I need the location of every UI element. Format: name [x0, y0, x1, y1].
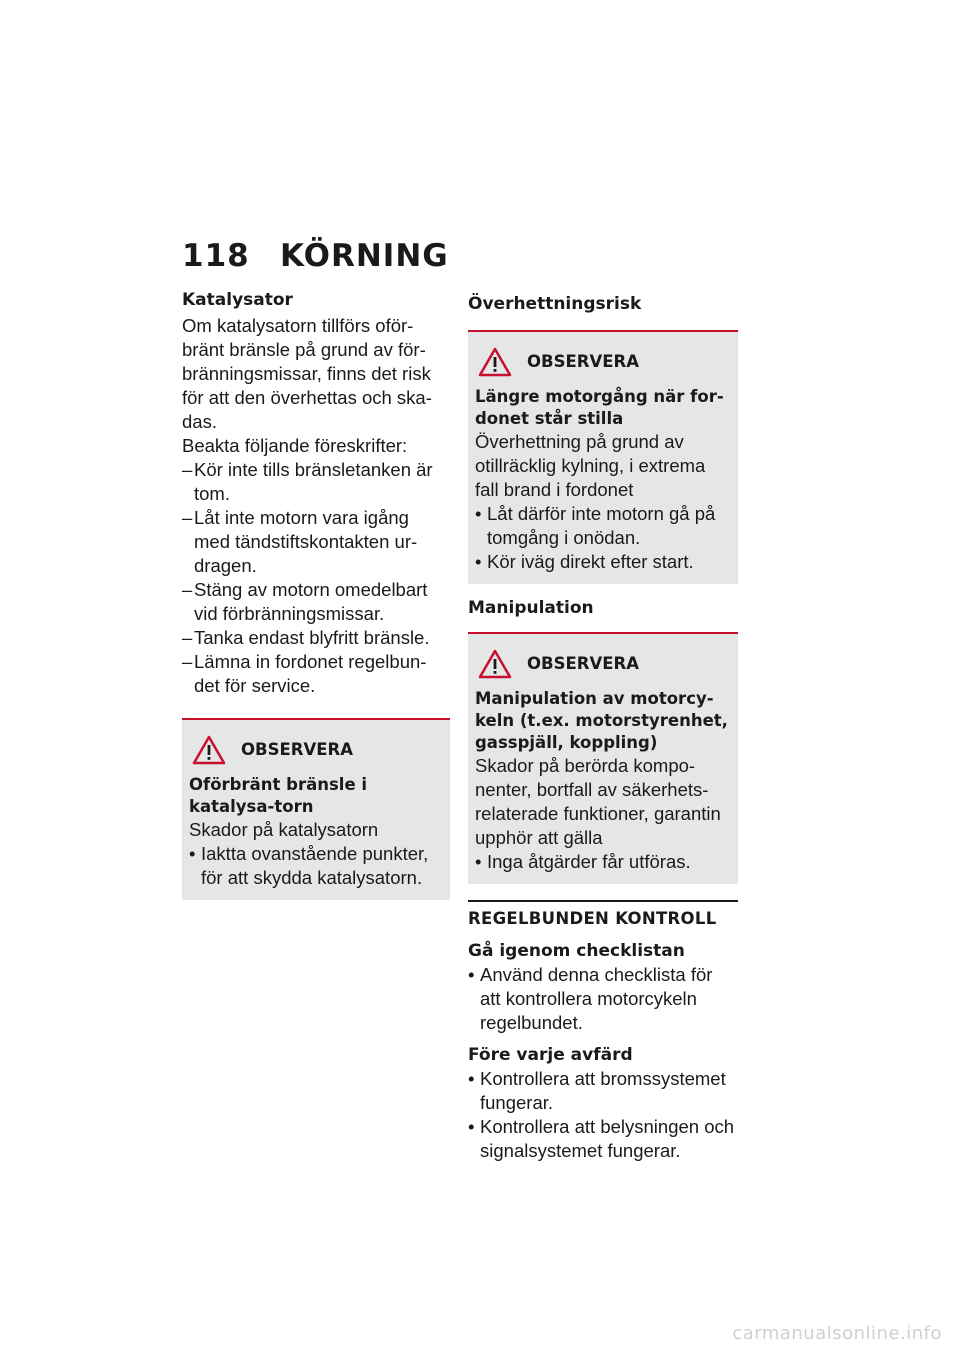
right-column — [468, 292, 738, 1163]
chapter-title: KÖRNING — [280, 238, 449, 274]
list-item: • Låt därför inte motorn gå på tomgång i onödan. — [475, 502, 730, 550]
rules-intro: Beakta följande föreskrifter: — [182, 435, 408, 456]
list-item: – Tanka endast blyfritt bränsle. — [182, 626, 450, 650]
notice-title: Längre motorgång när for-donet står stilla — [475, 387, 724, 428]
list-item: • Kör iväg direkt efter start. — [475, 550, 730, 574]
warning-triangle-icon — [477, 648, 513, 680]
checklist-bullets — [468, 963, 738, 1035]
notice-box-overheat — [468, 330, 738, 584]
notice-text: Skador på katalysatorn — [189, 819, 379, 840]
notice-text: Överhettning på grund av otillräcklig kylning, i extrema fall brand i fordonet — [475, 431, 706, 500]
notice-box-catalyst — [182, 718, 450, 900]
notice-bullets — [475, 502, 730, 574]
catalyst-heading: Katalysator — [182, 290, 293, 310]
list-item: – Lämna in fordonet regelbun-det för service. — [182, 650, 450, 698]
list-item: • Kontrollera att bromssystemet fungerar. — [468, 1067, 738, 1115]
list-item: • Använd denna checklista för att kontrollera motorcykeln regelbundet. — [468, 963, 738, 1035]
section-title: REGELBUNDEN KONTROLL — [468, 900, 738, 931]
list-item: • Inga åtgärder får utföras. — [475, 850, 730, 874]
notice-header — [477, 648, 730, 680]
catalyst-text: Om katalysatorn tillförs oför-bränt bränsle på grund av för-bränningsmissar, finns det risk för att den överhettas och ska-das. — [182, 315, 432, 432]
checklist-heading: Gå igenom checklistan — [468, 941, 685, 961]
overheat-heading: Överhettningsrisk — [468, 294, 642, 314]
list-item: – Stäng av motorn omedelbart vid förbränningsmissar. — [182, 578, 450, 626]
before-ride-bullets — [468, 1067, 738, 1163]
before-ride-heading: Före varje avfärd — [468, 1045, 633, 1065]
notice-text: Skador på berörda kompo-nenter, bortfall av säkerhets-relaterade funktioner, garantin upphör att gälla — [475, 755, 721, 848]
notice-label: OBSERVERA — [527, 352, 639, 371]
notice-bullets — [475, 850, 730, 874]
notice-header — [477, 346, 730, 378]
list-item: – Låt inte motorn vara igång med tändstiftskontakten ur-dragen. — [182, 506, 450, 578]
notice-title: Manipulation av motorcy-keln (t.ex. motorstyrenhet, gasspjäll, koppling) — [475, 689, 728, 752]
page-header — [182, 238, 449, 274]
notice-header — [191, 734, 442, 766]
left-column — [182, 288, 450, 900]
notice-label: OBSERVERA — [527, 654, 639, 673]
rules-list — [182, 458, 450, 698]
notice-box-manipulation — [468, 632, 738, 884]
warning-triangle-icon — [191, 734, 227, 766]
notice-title: Oförbränt bränsle i katalysa-torn — [189, 775, 368, 816]
warning-triangle-icon — [477, 346, 513, 378]
manipulation-heading: Manipulation — [468, 598, 594, 618]
watermark: carmanualsonline.info — [732, 1323, 942, 1344]
list-item: – Kör inte tills bränsletanken är tom. — [182, 458, 450, 506]
list-item: • Iaktta ovanstående punkter, för att skydda katalysatorn. — [189, 842, 442, 890]
page-number: 118 — [182, 238, 250, 274]
notice-label: OBSERVERA — [241, 740, 353, 759]
notice-bullets — [189, 842, 442, 890]
list-item: • Kontrollera att belysningen och signalsystemet fungerar. — [468, 1115, 738, 1163]
